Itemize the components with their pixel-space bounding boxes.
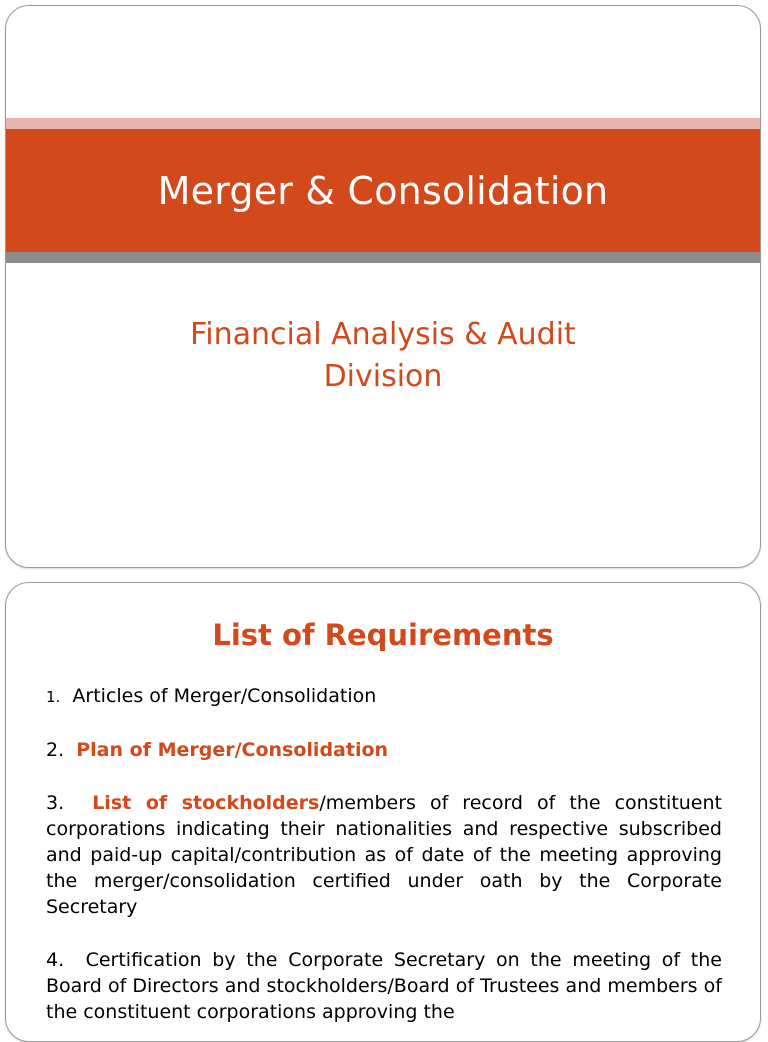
title-slide: [5, 5, 761, 568]
list-item: [46, 737, 722, 763]
title-band: [6, 129, 760, 252]
item-text: /members of record of the constituent corporations indicating their nationalities and respective subscribed and paid-up capital/contribution as of date of the meeting approving the merger/consolidation certified under oath by the Corporate Secretary: [46, 792, 722, 918]
title-band-bottom-stripe: [6, 252, 760, 263]
requirements-heading: List of Requirements: [212, 618, 554, 652]
subtitle-line-2: Division: [323, 359, 443, 394]
requirements-slide: [5, 582, 761, 1042]
item-highlight: Plan of Merger/Consolidation: [76, 739, 389, 761]
slide-title: Merger & Consolidation: [157, 168, 609, 213]
item-number: 4.: [46, 949, 65, 971]
item-number: 3.: [46, 792, 65, 814]
slide-subtitle: [6, 314, 760, 398]
subtitle-line-1: Financial Analysis & Audit: [190, 317, 576, 352]
list-item: [46, 683, 722, 710]
item-number: 1.: [46, 688, 61, 706]
item-number: 2.: [46, 739, 65, 761]
item-text: Articles of Merger/Consolidation: [72, 685, 377, 707]
item-text: Certification by the Corporate Secretary on the meeting of the Board of Directors and stockholders/Board of Trustees and members of the constituent corporations approving the: [46, 949, 722, 1023]
item-highlight: List of stockholders: [92, 792, 320, 814]
list-item: [46, 947, 722, 1025]
list-item: [46, 790, 722, 920]
title-band-top-stripe: [6, 118, 760, 129]
requirements-list: [46, 683, 722, 1042]
